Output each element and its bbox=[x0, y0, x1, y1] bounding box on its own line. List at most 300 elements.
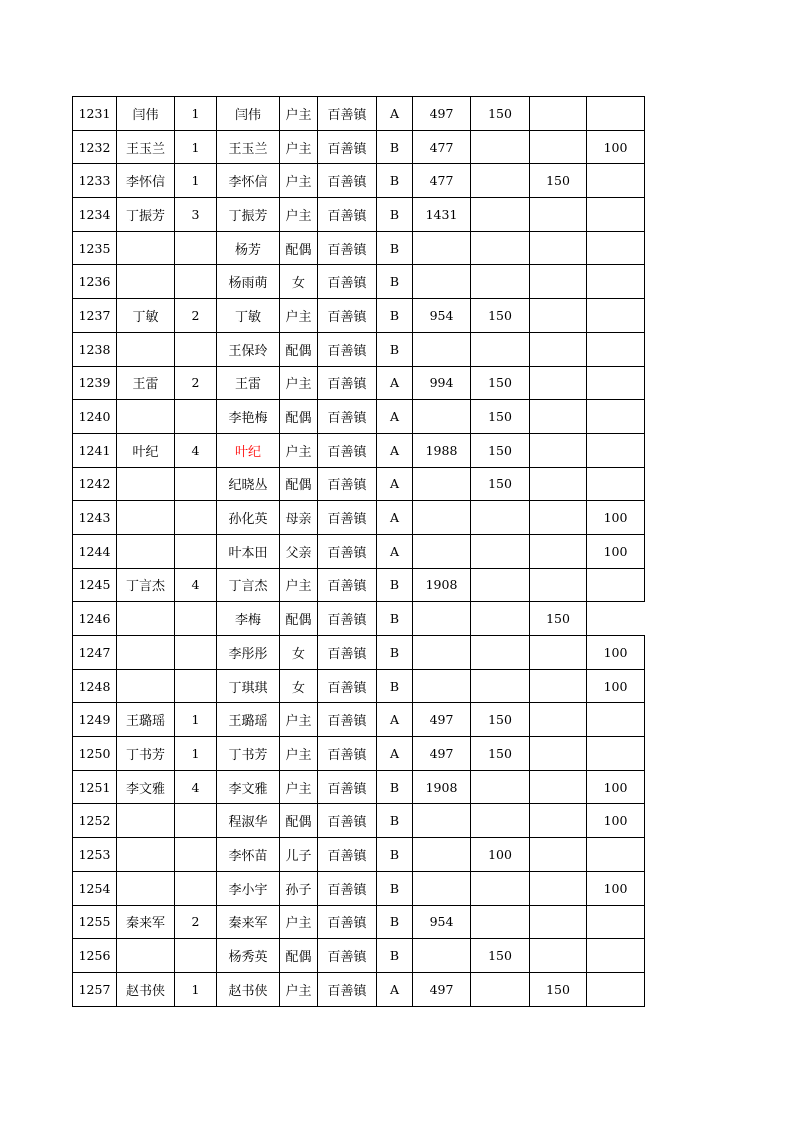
cell-member-count bbox=[175, 636, 217, 670]
cell-household-head bbox=[117, 265, 175, 299]
table-row bbox=[73, 939, 645, 973]
cell-total bbox=[413, 871, 471, 905]
cell-amount-c bbox=[587, 332, 645, 366]
cell-amount-b bbox=[530, 299, 587, 333]
cell-amount-b bbox=[530, 400, 587, 434]
cell-name: 王璐瑶 bbox=[217, 703, 280, 737]
cell-amount-b bbox=[530, 905, 587, 939]
cell-household-head bbox=[117, 804, 175, 838]
cell-grade: B bbox=[377, 636, 413, 670]
cell-amount-a bbox=[471, 332, 530, 366]
cell-amount-c bbox=[587, 433, 645, 467]
cell-household-head bbox=[117, 871, 175, 905]
cell-amount-b bbox=[530, 568, 587, 602]
cell-grade: B bbox=[377, 939, 413, 973]
cell-household-head bbox=[117, 534, 175, 568]
cell-name: 王玉兰 bbox=[217, 130, 280, 164]
cell-amount-b bbox=[530, 366, 587, 400]
cell-household-head bbox=[117, 501, 175, 535]
cell-relation: 配偶 bbox=[280, 939, 318, 973]
cell-amount-a: 150 bbox=[471, 299, 530, 333]
cell-id: 1233 bbox=[73, 164, 117, 198]
cell-relation: 女 bbox=[280, 265, 318, 299]
table-row bbox=[73, 501, 645, 535]
cell-id: 1237 bbox=[73, 299, 117, 333]
cell-relation: 母亲 bbox=[280, 501, 318, 535]
cell-id: 1235 bbox=[73, 231, 117, 265]
table-row bbox=[73, 770, 645, 804]
cell-grade: B bbox=[377, 332, 413, 366]
cell-name: 丁敏 bbox=[217, 299, 280, 333]
cell-amount-b: 150 bbox=[530, 164, 587, 198]
cell-relation: 儿子 bbox=[280, 838, 318, 872]
cell-member-count bbox=[175, 332, 217, 366]
cell-amount-a: 150 bbox=[471, 737, 530, 771]
cell-total bbox=[413, 400, 471, 434]
cell-grade: A bbox=[377, 366, 413, 400]
table-row bbox=[73, 568, 645, 602]
cell-amount-b bbox=[530, 838, 587, 872]
cell-relation: 户主 bbox=[280, 433, 318, 467]
cell-grade: A bbox=[377, 501, 413, 535]
cell-town: 百善镇 bbox=[318, 871, 377, 905]
cell-amount-b bbox=[530, 198, 587, 232]
cell-amount-a: 100 bbox=[471, 838, 530, 872]
cell-household-head bbox=[117, 939, 175, 973]
cell-town: 百善镇 bbox=[318, 97, 377, 131]
cell-relation: 配偶 bbox=[280, 804, 318, 838]
table-row bbox=[73, 366, 645, 400]
cell-relation: 户主 bbox=[280, 164, 318, 198]
cell-amount-c: 100 bbox=[587, 804, 645, 838]
cell-id: 1238 bbox=[73, 332, 117, 366]
cell-name: 李梅 bbox=[217, 602, 280, 636]
cell-member-count: 2 bbox=[175, 299, 217, 333]
cell-name: 叶本田 bbox=[217, 534, 280, 568]
cell-id: 1257 bbox=[73, 972, 117, 1006]
cell-amount-b bbox=[530, 737, 587, 771]
cell-member-count bbox=[175, 467, 217, 501]
cell-relation: 配偶 bbox=[280, 231, 318, 265]
cell-total: 954 bbox=[413, 905, 471, 939]
cell-household-head: 王璐瑶 bbox=[117, 703, 175, 737]
cell-member-count bbox=[175, 400, 217, 434]
cell-amount-a bbox=[471, 265, 530, 299]
cell-amount-c bbox=[587, 400, 645, 434]
cell-name: 丁书芳 bbox=[217, 737, 280, 771]
cell-id: 1234 bbox=[73, 198, 117, 232]
cell-name: 纪晓丛 bbox=[217, 467, 280, 501]
cell-household-head: 李文雅 bbox=[117, 770, 175, 804]
table-row bbox=[73, 467, 645, 501]
cell-amount-a bbox=[471, 568, 530, 602]
cell-household-head: 王玉兰 bbox=[117, 130, 175, 164]
cell-household-head bbox=[117, 332, 175, 366]
cell-total: 1908 bbox=[413, 770, 471, 804]
table-row bbox=[73, 703, 645, 737]
cell-grade: B bbox=[377, 568, 413, 602]
cell-name: 杨芳 bbox=[217, 231, 280, 265]
cell-member-count: 1 bbox=[175, 97, 217, 131]
cell-amount-a: 150 bbox=[471, 467, 530, 501]
table-row bbox=[73, 231, 645, 265]
cell-amount-c: 100 bbox=[587, 534, 645, 568]
cell-household-head: 李怀信 bbox=[117, 164, 175, 198]
cell-name: 李文雅 bbox=[217, 770, 280, 804]
cell-id: 1239 bbox=[73, 366, 117, 400]
table-row bbox=[73, 164, 645, 198]
cell-amount-b bbox=[530, 265, 587, 299]
cell-total bbox=[413, 669, 471, 703]
cell-town: 百善镇 bbox=[318, 972, 377, 1006]
cell-amount-a bbox=[471, 972, 530, 1006]
cell-total bbox=[413, 804, 471, 838]
cell-member-count: 2 bbox=[175, 905, 217, 939]
cell-total: 994 bbox=[413, 366, 471, 400]
table-row bbox=[73, 602, 645, 636]
cell-town: 百善镇 bbox=[318, 400, 377, 434]
cell-relation: 户主 bbox=[280, 97, 318, 131]
cell-id: 1249 bbox=[73, 703, 117, 737]
household-table bbox=[72, 96, 645, 1007]
cell-relation: 女 bbox=[280, 636, 318, 670]
cell-amount-c: 100 bbox=[587, 130, 645, 164]
cell-amount-c: 100 bbox=[587, 636, 645, 670]
cell-household-head: 闫伟 bbox=[117, 97, 175, 131]
cell-member-count: 1 bbox=[175, 972, 217, 1006]
cell-amount-c bbox=[587, 231, 645, 265]
cell-total bbox=[413, 265, 471, 299]
cell-amount-b bbox=[530, 770, 587, 804]
cell-amount-a bbox=[471, 669, 530, 703]
cell-id: 1232 bbox=[73, 130, 117, 164]
table-row bbox=[73, 871, 645, 905]
cell-town: 百善镇 bbox=[318, 838, 377, 872]
cell-member-count bbox=[175, 534, 217, 568]
table-row bbox=[73, 299, 645, 333]
cell-household-head: 王雷 bbox=[117, 366, 175, 400]
cell-id: 1236 bbox=[73, 265, 117, 299]
cell-grade: A bbox=[377, 400, 413, 434]
cell-household-head: 赵书侠 bbox=[117, 972, 175, 1006]
cell-amount-b bbox=[530, 97, 587, 131]
cell-total bbox=[413, 467, 471, 501]
cell-member-count bbox=[175, 871, 217, 905]
table-row bbox=[73, 332, 645, 366]
cell-amount-b: 150 bbox=[530, 972, 587, 1006]
cell-relation: 户主 bbox=[280, 703, 318, 737]
cell-household-head bbox=[117, 400, 175, 434]
cell-amount-c: 100 bbox=[587, 501, 645, 535]
cell-amount-b bbox=[530, 501, 587, 535]
cell-member-count: 1 bbox=[175, 703, 217, 737]
cell-name: 孙化英 bbox=[217, 501, 280, 535]
cell-town: 百善镇 bbox=[318, 568, 377, 602]
cell-relation: 户主 bbox=[280, 770, 318, 804]
cell-household-head: 丁言杰 bbox=[117, 568, 175, 602]
cell-household-head: 秦来军 bbox=[117, 905, 175, 939]
cell-town: 百善镇 bbox=[318, 737, 377, 771]
cell-town: 百善镇 bbox=[318, 231, 377, 265]
cell-name: 丁琪琪 bbox=[217, 669, 280, 703]
cell-amount-c bbox=[587, 737, 645, 771]
cell-amount-a bbox=[471, 905, 530, 939]
cell-total: 477 bbox=[413, 130, 471, 164]
cell-grade: A bbox=[377, 972, 413, 1006]
cell-amount-c bbox=[587, 568, 645, 602]
cell-household-head bbox=[117, 231, 175, 265]
cell-total: 1988 bbox=[413, 433, 471, 467]
cell-member-count: 2 bbox=[175, 366, 217, 400]
cell-town: 百善镇 bbox=[318, 265, 377, 299]
table-row bbox=[73, 97, 645, 131]
cell-household-head: 丁敏 bbox=[117, 299, 175, 333]
cell-total: 497 bbox=[413, 972, 471, 1006]
cell-name: 王保玲 bbox=[217, 332, 280, 366]
cell-total: 1908 bbox=[413, 568, 471, 602]
cell-relation: 户主 bbox=[280, 130, 318, 164]
cell-amount-a bbox=[471, 130, 530, 164]
cell-name: 杨雨萌 bbox=[217, 265, 280, 299]
cell-id: 1252 bbox=[73, 804, 117, 838]
cell-member-count bbox=[175, 602, 217, 636]
cell-amount-c bbox=[587, 467, 645, 501]
cell-grade: B bbox=[377, 838, 413, 872]
cell-id: 1247 bbox=[73, 636, 117, 670]
cell-total bbox=[413, 636, 471, 670]
cell-member-count bbox=[175, 501, 217, 535]
table-row bbox=[73, 905, 645, 939]
cell-total: 497 bbox=[413, 97, 471, 131]
cell-town: 百善镇 bbox=[318, 804, 377, 838]
cell-household-head: 丁书芳 bbox=[117, 737, 175, 771]
cell-grade: B bbox=[377, 198, 413, 232]
cell-name: 李艳梅 bbox=[217, 400, 280, 434]
cell-town: 百善镇 bbox=[318, 198, 377, 232]
cell-total bbox=[413, 602, 471, 636]
cell-amount-c bbox=[587, 164, 645, 198]
cell-amount-c: 100 bbox=[587, 669, 645, 703]
cell-id: 1253 bbox=[73, 838, 117, 872]
cell-total: 497 bbox=[413, 703, 471, 737]
cell-relation: 配偶 bbox=[280, 602, 318, 636]
cell-grade: A bbox=[377, 534, 413, 568]
cell-amount-a: 150 bbox=[471, 97, 530, 131]
cell-amount-a: 150 bbox=[471, 366, 530, 400]
cell-grade: A bbox=[377, 467, 413, 501]
cell-amount-c bbox=[587, 299, 645, 333]
cell-town: 百善镇 bbox=[318, 905, 377, 939]
cell-amount-b bbox=[530, 130, 587, 164]
cell-amount-b bbox=[530, 332, 587, 366]
cell-grade: B bbox=[377, 602, 413, 636]
table-row bbox=[73, 433, 645, 467]
table-row bbox=[73, 669, 645, 703]
cell-grade: B bbox=[377, 299, 413, 333]
cell-amount-c bbox=[587, 366, 645, 400]
cell-amount-a bbox=[471, 501, 530, 535]
table-row bbox=[73, 265, 645, 299]
cell-town: 百善镇 bbox=[318, 602, 377, 636]
cell-id: 1255 bbox=[73, 905, 117, 939]
cell-household-head bbox=[117, 636, 175, 670]
table-row bbox=[73, 130, 645, 164]
cell-relation: 配偶 bbox=[280, 467, 318, 501]
cell-amount-c: 100 bbox=[587, 770, 645, 804]
cell-relation: 父亲 bbox=[280, 534, 318, 568]
cell-relation: 配偶 bbox=[280, 400, 318, 434]
cell-total bbox=[413, 332, 471, 366]
cell-amount-a: 150 bbox=[471, 433, 530, 467]
cell-grade: B bbox=[377, 130, 413, 164]
cell-total bbox=[413, 939, 471, 973]
cell-member-count: 4 bbox=[175, 433, 217, 467]
cell-household-head bbox=[117, 602, 175, 636]
cell-amount-c bbox=[587, 905, 645, 939]
table-row bbox=[73, 972, 645, 1006]
cell-amount-a bbox=[471, 602, 530, 636]
cell-amount-a bbox=[471, 770, 530, 804]
cell-grade: A bbox=[377, 97, 413, 131]
cell-relation: 户主 bbox=[280, 299, 318, 333]
cell-id: 1256 bbox=[73, 939, 117, 973]
table-row bbox=[73, 534, 645, 568]
cell-id: 1242 bbox=[73, 467, 117, 501]
cell-amount-c bbox=[587, 972, 645, 1006]
cell-name: 李小宇 bbox=[217, 871, 280, 905]
cell-amount-b bbox=[530, 669, 587, 703]
cell-grade: B bbox=[377, 669, 413, 703]
cell-total: 477 bbox=[413, 164, 471, 198]
cell-amount-c bbox=[587, 198, 645, 232]
cell-id: 1245 bbox=[73, 568, 117, 602]
cell-id: 1250 bbox=[73, 737, 117, 771]
cell-grade: B bbox=[377, 231, 413, 265]
cell-member-count bbox=[175, 939, 217, 973]
cell-id: 1231 bbox=[73, 97, 117, 131]
cell-name: 李怀苗 bbox=[217, 838, 280, 872]
cell-id: 1254 bbox=[73, 871, 117, 905]
cell-member-count bbox=[175, 265, 217, 299]
table-row bbox=[73, 636, 645, 670]
cell-total: 954 bbox=[413, 299, 471, 333]
cell-member-count bbox=[175, 231, 217, 265]
cell-amount-a bbox=[471, 804, 530, 838]
cell-grade: A bbox=[377, 737, 413, 771]
cell-town: 百善镇 bbox=[318, 299, 377, 333]
cell-member-count: 1 bbox=[175, 130, 217, 164]
cell-amount-a bbox=[471, 231, 530, 265]
cell-amount-a: 150 bbox=[471, 703, 530, 737]
cell-total: 1431 bbox=[413, 198, 471, 232]
cell-id: 1246 bbox=[73, 602, 117, 636]
cell-amount-a bbox=[471, 198, 530, 232]
cell-amount-b: 150 bbox=[530, 602, 587, 636]
cell-name: 赵书侠 bbox=[217, 972, 280, 1006]
cell-grade: B bbox=[377, 871, 413, 905]
cell-relation: 户主 bbox=[280, 972, 318, 1006]
cell-id: 1248 bbox=[73, 669, 117, 703]
cell-id: 1244 bbox=[73, 534, 117, 568]
table-row bbox=[73, 737, 645, 771]
cell-town: 百善镇 bbox=[318, 669, 377, 703]
cell-member-count: 4 bbox=[175, 568, 217, 602]
cell-name: 李怀信 bbox=[217, 164, 280, 198]
cell-amount-b bbox=[530, 467, 587, 501]
cell-relation: 孙子 bbox=[280, 871, 318, 905]
cell-total bbox=[413, 838, 471, 872]
cell-town: 百善镇 bbox=[318, 939, 377, 973]
cell-amount-b bbox=[530, 871, 587, 905]
cell-id: 1251 bbox=[73, 770, 117, 804]
cell-town: 百善镇 bbox=[318, 467, 377, 501]
cell-household-head: 叶纪 bbox=[117, 433, 175, 467]
cell-town: 百善镇 bbox=[318, 703, 377, 737]
cell-name: 杨秀英 bbox=[217, 939, 280, 973]
cell-total bbox=[413, 501, 471, 535]
cell-amount-c bbox=[587, 838, 645, 872]
cell-amount-a bbox=[471, 164, 530, 198]
table-row bbox=[73, 198, 645, 232]
table-row bbox=[73, 804, 645, 838]
cell-amount-b bbox=[530, 703, 587, 737]
cell-relation: 女 bbox=[280, 669, 318, 703]
cell-amount-c: 100 bbox=[587, 871, 645, 905]
cell-name: 李彤彤 bbox=[217, 636, 280, 670]
table-body bbox=[73, 97, 645, 1007]
cell-grade: B bbox=[377, 804, 413, 838]
cell-grade: B bbox=[377, 905, 413, 939]
cell-amount-b bbox=[530, 433, 587, 467]
cell-amount-b bbox=[530, 231, 587, 265]
cell-grade: A bbox=[377, 703, 413, 737]
cell-member-count: 1 bbox=[175, 164, 217, 198]
cell-amount-a bbox=[471, 534, 530, 568]
cell-town: 百善镇 bbox=[318, 770, 377, 804]
cell-town: 百善镇 bbox=[318, 164, 377, 198]
cell-grade: B bbox=[377, 265, 413, 299]
cell-amount-c bbox=[587, 97, 645, 131]
cell-household-head: 丁振芳 bbox=[117, 198, 175, 232]
cell-grade: B bbox=[377, 164, 413, 198]
cell-grade: A bbox=[377, 433, 413, 467]
cell-relation: 户主 bbox=[280, 198, 318, 232]
cell-member-count bbox=[175, 838, 217, 872]
cell-town: 百善镇 bbox=[318, 501, 377, 535]
cell-name: 丁振芳 bbox=[217, 198, 280, 232]
cell-grade: B bbox=[377, 770, 413, 804]
cell-amount-c bbox=[587, 703, 645, 737]
cell-member-count bbox=[175, 669, 217, 703]
cell-household-head bbox=[117, 467, 175, 501]
table-row bbox=[73, 838, 645, 872]
cell-id: 1240 bbox=[73, 400, 117, 434]
cell-amount-b bbox=[530, 534, 587, 568]
cell-town: 百善镇 bbox=[318, 534, 377, 568]
cell-total: 497 bbox=[413, 737, 471, 771]
cell-household-head bbox=[117, 838, 175, 872]
cell-amount-a bbox=[471, 871, 530, 905]
cell-relation: 配偶 bbox=[280, 332, 318, 366]
cell-name: 丁言杰 bbox=[217, 568, 280, 602]
cell-name: 闫伟 bbox=[217, 97, 280, 131]
cell-amount-c bbox=[587, 939, 645, 973]
cell-total bbox=[413, 534, 471, 568]
cell-name: 王雷 bbox=[217, 366, 280, 400]
cell-town: 百善镇 bbox=[318, 433, 377, 467]
cell-amount-a: 150 bbox=[471, 939, 530, 973]
cell-amount-a bbox=[471, 636, 530, 670]
